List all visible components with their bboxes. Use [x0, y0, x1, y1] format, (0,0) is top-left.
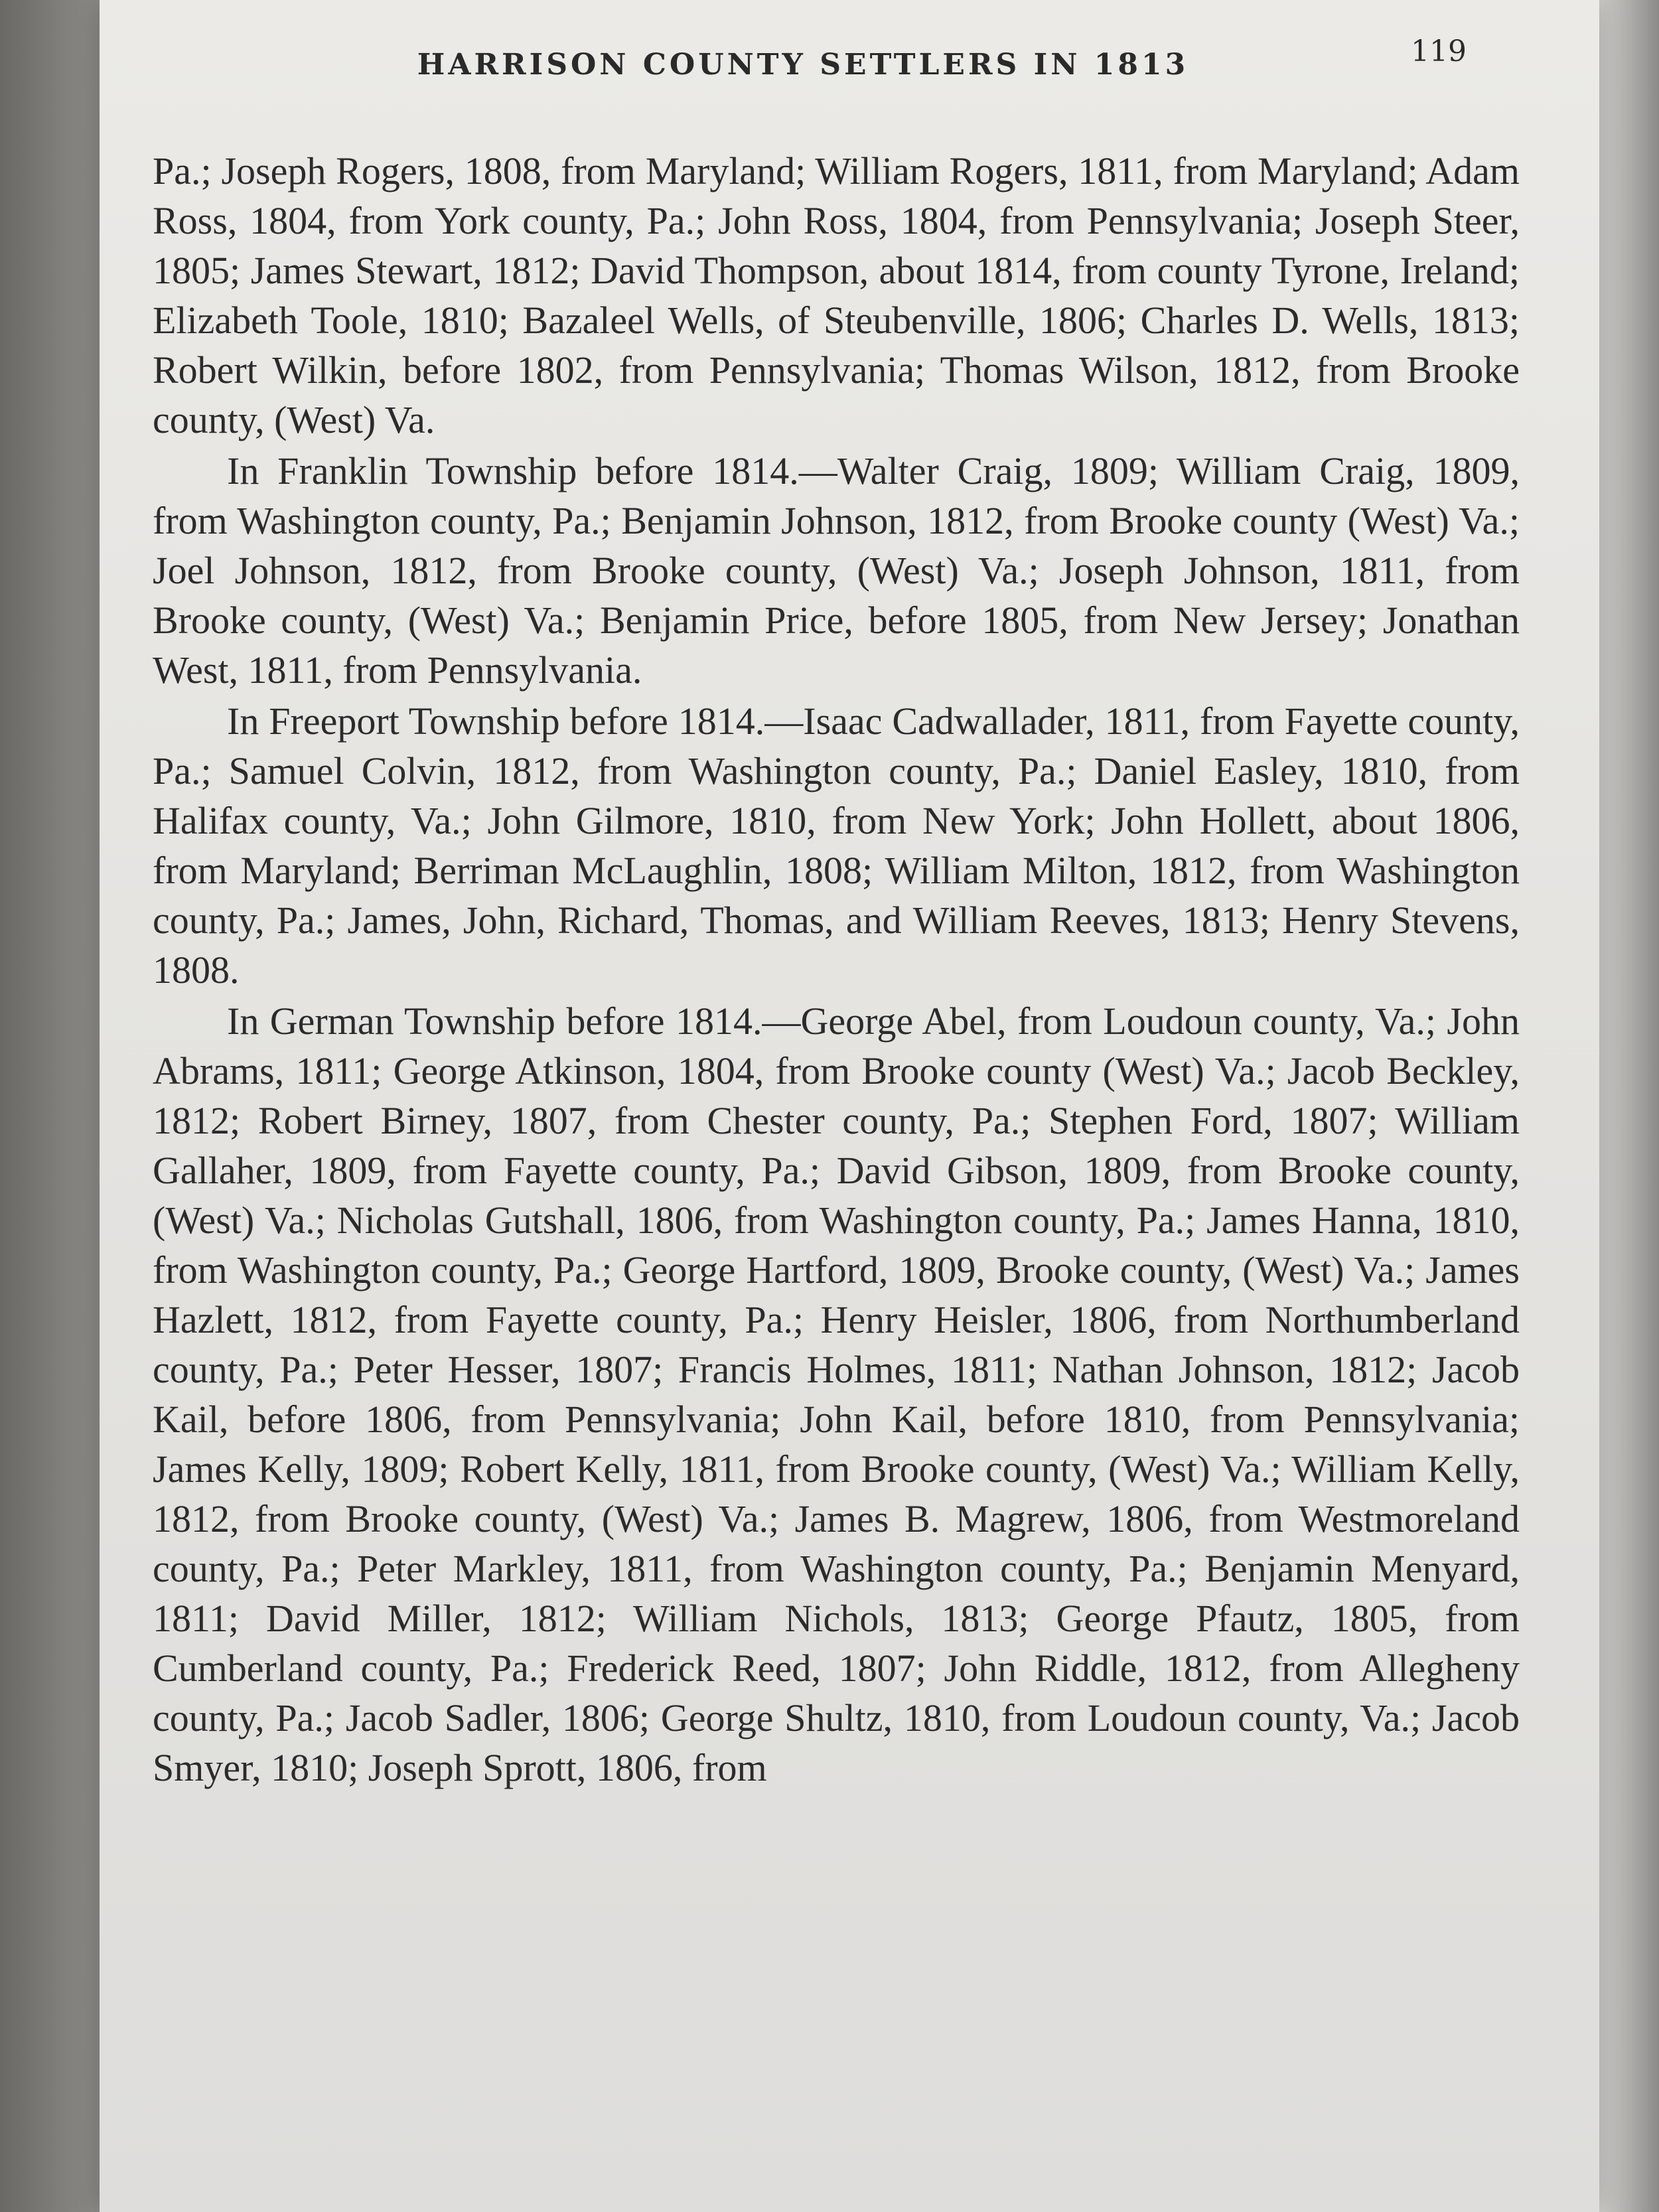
- paragraph-freeport-township: In Freeport Township before 1814.—Isaac Cadwallader, 1811, from Fayette county, Pa.; Samuel Colvin, 1812, from Washington county, Pa.; Daniel Easley, 1810, from Halifax county, Va.; John Gilmore, 1810, from New York; John Hollett, about 1806, from Maryland; Berriman McLaughlin, 1808; William Milton, 1812, from Washington county, Pa.; James, John, Richard, Thomas, and William Reeves, 1813; Henry Stevens, 1808.: [153, 700, 1520, 992]
- paragraph-german-township: In German Township before 1814.—George Abel, from Loudoun county, Va.; John Abrams, 1811; George Atkinson, 1804, from Brooke county (West) Va.; Jacob Beckley, 1812; Robert Birney, 1807, from Chester county, Pa.; Stephen Ford, 1807; William Gallaher, 1809, from Fayette county, Pa.; David Gibson, 1809, from Brooke county, (West) Va.; Nicholas Gutshall, 1806, from Washington county, Pa.; James Hanna, 1810, from Washington county, Pa.; George Hartford, 1809, Brooke county, (West) Va.; James Hazlett, 1812, from Fayette county, Pa.; Henry Heisler, 1806, from Northumberland county, Pa.; Peter Hesser, 1807; Francis Holmes, 1811; Nathan Johnson, 1812; Jacob Kail, before 1806, from Pennsylvania; John Kail, before 1810, from Pennsylvania; James Kelly, 1809; Robert Kelly, 1811, from Brooke county, (West) Va.; William Kelly, 1812, from Brooke county, (West) Va.; James B. Magrew, 1806, from Westmoreland county, Pa.; Peter Markley, 1811, from Washington county, Pa.; Benjamin Menyard, 1811; David Miller, 1812; William Nichols, 1813; George Pfautz, 1805, from Cumberland county, Pa.; Frederick Reed, 1807; John Riddle, 1812, from Allegheny county, Pa.; Jacob Sadler, 1806; George Shultz, 1810, from Loudoun county, Va.; Jacob Smyer, 1810; Joseph Sprott, 1806, from: [153, 999, 1520, 1789]
- page-number: 119: [1411, 35, 1467, 68]
- body-text: [153, 146, 1520, 1794]
- book-page: [100, 0, 1599, 2212]
- paragraph-continuation: Pa.; Joseph Rogers, 1808, from Maryland; William Rogers, 1811, from Maryland; Adam Ross, 1804, from York county, Pa.; John Ross, 1804, from Pennsylvania; Joseph Steer, 1805; James Stewart, 1812; David Thompson, about 1814, from county Tyrone, Ireland; Elizabeth Toole, 1810; Bazaleel Wells, of Steubenville, 1806; Charles D. Wells, 1813; Robert Wilkin, before 1802, from Pennsylvania; Thomas Wilson, 1812, from Brooke county, (West) Va.: [153, 149, 1520, 441]
- paragraph-franklin-township: In Franklin Township before 1814.—Walter Craig, 1809; William Craig, 1809, from Washington county, Pa.; Benjamin Johnson, 1812, from Brooke county (West) Va.; Joel Johnson, 1812, from Brooke county, (West) Va.; Joseph Johnson, 1811, from Brooke county, (West) Va.; Benjamin Price, before 1805, from New Jersey; Jonathan West, 1811, from Pennsylvania.: [153, 449, 1520, 692]
- running-head: HARRISON COUNTY SETTLERS IN 1813: [417, 48, 1189, 82]
